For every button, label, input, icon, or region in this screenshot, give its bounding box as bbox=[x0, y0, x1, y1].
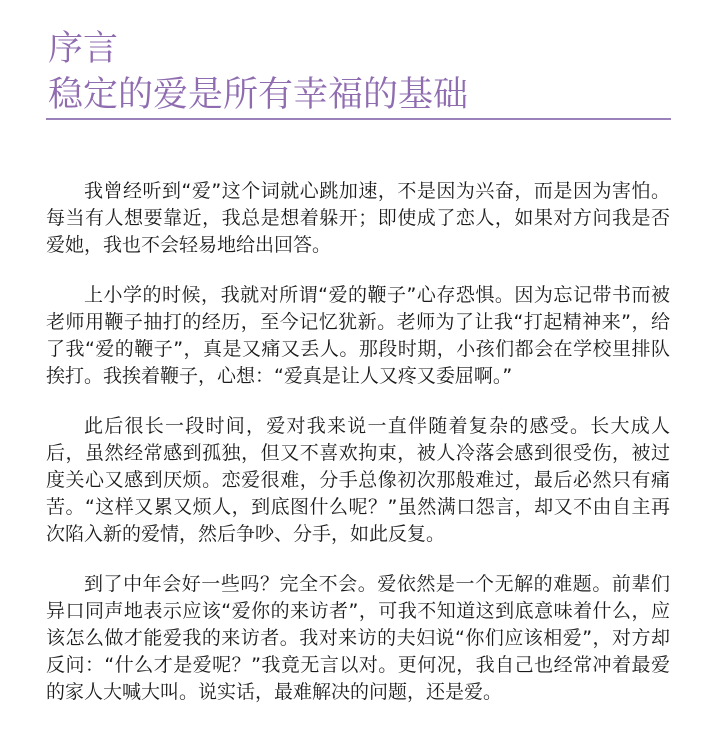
chapter-title: 稳定的爱是所有幸福的基础 bbox=[48, 75, 469, 115]
paragraph-2: 上小学的时候，我就对所谓“爱的鞭子”心存恐惧。因为忘记带书而被老师用鞭子抽打的经历，至今记忆犹新。老师为了让我“打起精神来”，给了我“爱的鞭子”，真是又痛又丢人。那段时期，小孩们都会在学校里排队挨打。我挨着鞭子，心想：“爱真是让人又疼又委屈啊。” bbox=[46, 284, 670, 387]
chapter-label: 序言 bbox=[48, 29, 119, 69]
body-text bbox=[46, 178, 670, 729]
paragraph-3: 此后很长一段时间，爱对我来说一直伴随着复杂的感受。长大成人后，虽然经常感到孤独，但又不喜欢拘束，被人冷落会感到很受伤，被过度关心又感到厌烦。恋爱很难，分手总像初次那般难过，最后必然只有痛苦。“这样又累又烦人，到底图什么呢？”虽然满口怨言，却又不由自主再次陷入新的爱情，然后争吵、分手，如此反复。 bbox=[46, 415, 670, 545]
paragraph-4: 到了中年会好一些吗？完全不会。爱依然是一个无解的难题。前辈们异口同声地表示应该“爱你的来访者”，可我不知道这到底意味着什么，应该怎么做才能爱我的来访者。我对来访的夫妇说“你们应该相爱”，对方却反问：“什么才是爱呢？”我竟无言以对。更何况，我自己也经常冲着最爱的家人大喊大叫。说实话，最难解决的问题，还是爱。 bbox=[46, 573, 670, 703]
paragraph-1: 我曾经听到“爱”这个词就心跳加速，不是因为兴奋，而是因为害怕。每当有人想要靠近，我总是想着躲开；即使成了恋人，如果对方问我是否爱她，我也不会轻易地给出回答。 bbox=[46, 180, 670, 256]
heading-divider bbox=[46, 118, 671, 120]
chapter-heading bbox=[48, 26, 468, 118]
